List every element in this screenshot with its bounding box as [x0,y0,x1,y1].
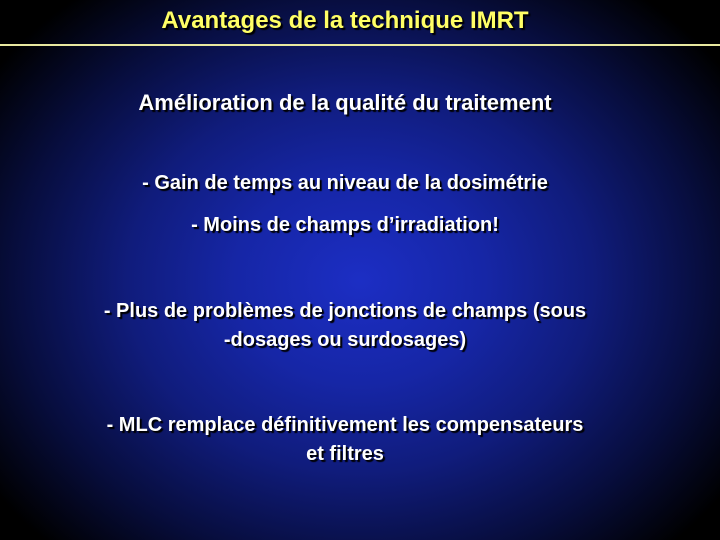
bullet-line: - Moins de champs d’irradiation! [191,214,499,236]
bullet-field-junctions [0,297,690,355]
slide-subtitle: Amélioration de la qualité du traitement [138,90,552,115]
bullet-line: - Gain de temps au niveau de la dosimétrie [142,172,548,194]
bullet-fewer-fields [0,211,690,240]
bullet-mlc-compensators [0,411,690,469]
bullet-line: - Plus de problèmes de jonctions de champs (sous [103,300,587,322]
bullet-line: -dosages ou surdosages) [223,329,467,351]
bullet-line: et filtres [306,443,384,465]
title-divider [0,44,720,46]
bullet-dosimetry-time [0,169,690,198]
bullet-line: - MLC remplace définitivement les compensateurs [106,414,584,436]
slide-title: Avantages de la technique IMRT [161,7,529,34]
